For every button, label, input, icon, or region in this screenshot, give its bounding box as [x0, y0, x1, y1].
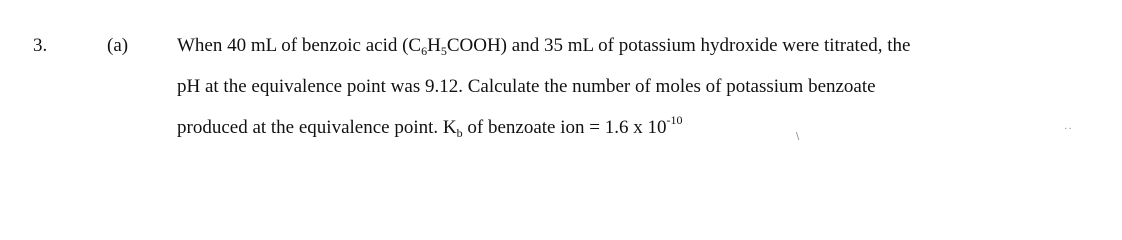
line3-text-a: produced at the equivalence point. K — [177, 117, 457, 138]
question-text-line-2: pH at the equivalence point was 9.12. Calculate the number of moles of potassium benzoate — [177, 76, 876, 97]
exponent-superscript: -10 — [666, 113, 683, 127]
hydrogen-count-subscript: 5 — [440, 44, 447, 58]
line1-text-b: H — [427, 35, 441, 56]
stray-dots-mark: ·· — [1064, 124, 1073, 135]
carbon-count-subscript: 6 — [421, 44, 428, 58]
stray-tick-mark: ∖ — [794, 132, 801, 143]
question-text-line-1 — [177, 35, 910, 57]
line3-text-b: of benzoate ion = 1.6 x 10 — [462, 117, 667, 138]
line1-text-c: COOH) and 35 mL of potassium hydroxide were titrated, the — [446, 35, 911, 56]
line1-text-a: When 40 mL of benzoic acid (C — [177, 35, 422, 56]
question-part-label: (a) — [107, 35, 129, 56]
kb-subscript: b — [456, 126, 463, 140]
question-text-line-3 — [177, 113, 683, 140]
question-number: 3. — [33, 35, 48, 56]
